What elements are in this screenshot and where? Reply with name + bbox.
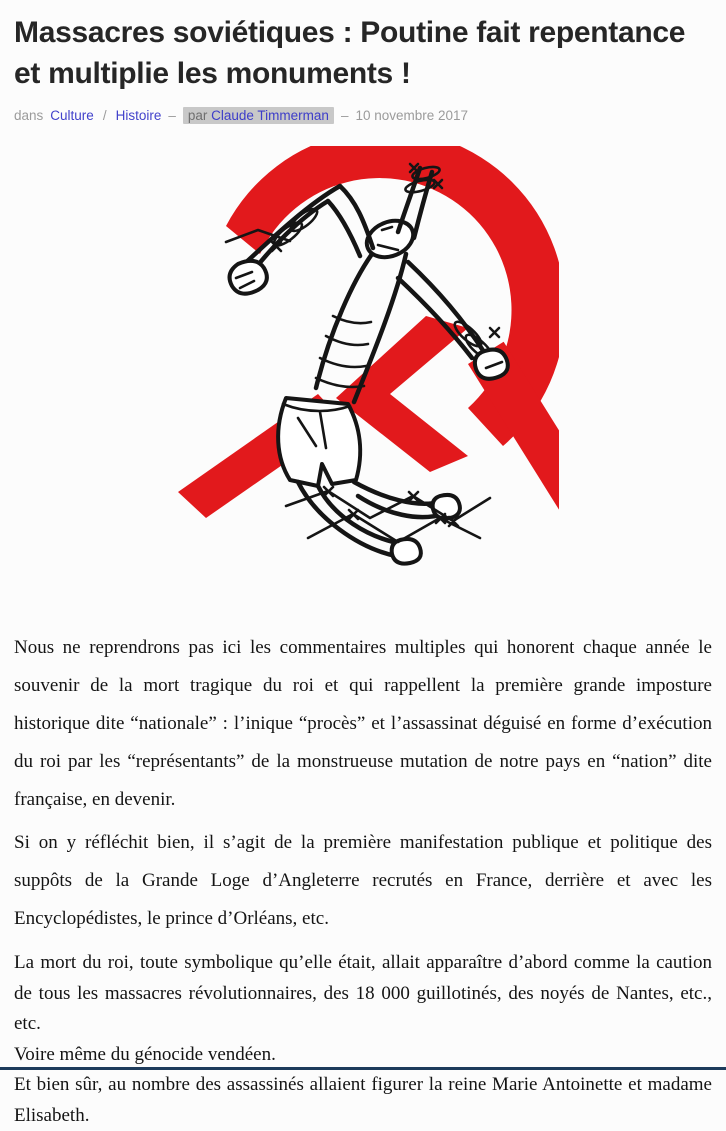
- paragraph-3: La mort du roi, toute symbolique qu’elle était, allait apparaître d’abord comme la caution de tous les massacres révolutionnaires, des 18 000 guillotinés, des noyés de Nantes, etc., etc.: [14, 952, 712, 1034]
- meta-dash: –: [168, 108, 176, 123]
- meta-separator: /: [102, 108, 107, 123]
- page-bottom-divider: [0, 1067, 726, 1070]
- page-title: Massacres soviétiques : Poutine fait repentance et multiplie les monuments !: [14, 16, 686, 90]
- author-prefix: par: [187, 108, 208, 123]
- paragraph-5: Et bien sûr, au nombre des assassinés allaient figurer la reine Marie Antoinette et madame Elisabeth.: [14, 1074, 712, 1126]
- article-meta: [14, 107, 712, 124]
- article-body: [14, 629, 712, 1131]
- hero-image-hammer-sickle-bound-figure: [168, 146, 559, 596]
- meta-dash-2: –: [340, 108, 349, 123]
- paragraph-2: Si on y réfléchit bien, il s’agit de la première manifestation publique et politique des suppôts de la Grande Loge d’Angleterre recrutés en France, derrière et avec les Encyclopédistes, le prince d’Orléans, etc.: [14, 832, 712, 929]
- publish-date: 10 novembre 2017: [355, 108, 469, 123]
- meta-prefix: dans: [14, 108, 44, 123]
- author-link[interactable]: Claude Timmerman: [211, 108, 329, 123]
- category-link-culture[interactable]: Culture: [50, 108, 94, 123]
- paragraph-1: Nous ne reprendrons pas ici les commentaires multiples qui honorent chaque année le souvenir de la mort tragique du roi et qui rappellent la première grande imposture historique dite “nationale” : l’inique “procès” et l’assassinat déguisé en forme d’exécution du roi par les “représentants” de la monstrueuse mutation de notre pays en “nation” dite française, en devenir.: [14, 637, 712, 810]
- paragraph-4: Voire même du génocide vendéen.: [14, 1043, 276, 1065]
- article-page: [0, 12, 726, 1126]
- category-link-histoire[interactable]: Histoire: [115, 108, 162, 123]
- author-chip: [183, 107, 334, 124]
